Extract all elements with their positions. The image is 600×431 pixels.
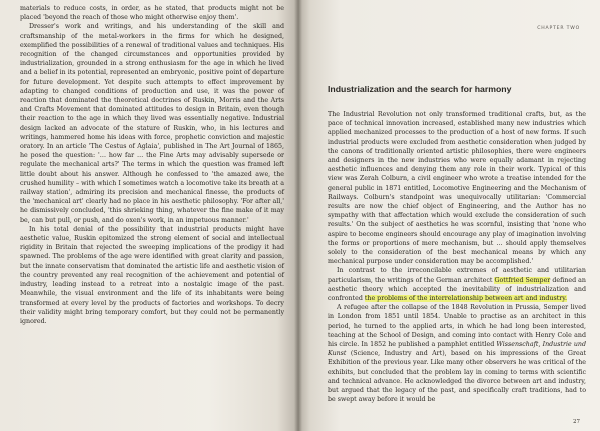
- p3-text-after: (Science, Industry and Art), based on his impressions of the Great Exhibition of the previous year. Like many other observers he was critical of the exhibits, but concluded that the problem lay in coming to terms with scientific and technical advance. He acknowledged the divorce between art and industry, but argued that the legacy of the past, and specifically craft traditions, had to be swept away before it would be: [328, 350, 586, 404]
- left-paragraph-2: Dresser's work and writings, and his understanding of the skill and craftsmanship of the metal-workers in the firms for which he designed, exemplified the possibilities of a renewal of traditional values and techniques. His recognition of the changed circumstances and opportunities provided by industrialization, grounded in a strong enthusiasm for the age in which he lived and a belief in its potential, represented an embryonic, positive point of departure for future development. Yet despite such attempts to effect improvement by adapting to changed conditions of production and use, it was the power of reaction that dominated the theoretical doctrines of Ruskin, Morris and the Arts and Crafts Movement that dominated attitudes to design in Britain, even though their reaction to the age in which they lived was essentially negative. Industrial design lacked an advocate of the stature of Ruskin, who, in his lectures and writings, hammered home his ideas with force, prophetic conviction and majestic oratory. In an article 'The Cestus of Aglaia', published in The Art Journal of 1865, he posed the question: '… how far … the Fine Arts may advisably supersede or regulate the mechanical arts?' The terms in which the question was framed left little doubt about his answer. Although he confessed to 'the amazed awe, the crushed humility – with which I sometimes watch a locomotive take its breath at a railway station', admiring its precision and mechanical finesse, the products of the 'mechanical art' clearly had no place in his aesthetic philosophy. 'For after all,' he dismissively concluded, 'this shrieking thing, whatever the fine make of it may be, can but pull, or push, and do oxen's work, in an impetuous manner.': [20, 23, 284, 224]
- page-number: 27: [573, 419, 580, 425]
- right-page-text: [328, 110, 586, 405]
- right-page: [298, 0, 600, 431]
- right-paragraph-2: [328, 266, 586, 303]
- highlight-art-industry: the problems of the interrelationship between art and industry.: [364, 295, 567, 303]
- left-page: [0, 0, 298, 431]
- running-header: CHAPTER TWO: [537, 26, 580, 31]
- p2-text-middle: defined an aesthetic theory which accepted the inevitability of industrialization and confronted: [328, 276, 586, 303]
- book-gutter: [294, 0, 302, 431]
- p2-text-before: In contrast to the irreconcilable extremes of aesthetic and utilitarian particularism, the writings of the German architect: [328, 267, 586, 284]
- pamphlet-title: Wissenschaft, Industrie und Kunst: [328, 341, 586, 358]
- left-paragraph-1: materials to reduce costs, in order, as he stated, that products might not be placed 'beyond the reach of those who might otherwise enjoy them'.: [20, 5, 284, 22]
- section-heading: Industrialization and the search for harmony: [328, 84, 512, 94]
- left-page-text: [20, 4, 284, 326]
- p3-text-before: A refugee after the collapse of the 1848 Revolution in Prussia, Semper lived in London from 1851 until 1854. Unable to practise as an architect in this period, he turned to the applied arts, in which he had long been interested, teaching at the School of Design, and coming into contact with Henry Cole and his circle. In 1852 he published a pamphlet entitled: [328, 304, 586, 349]
- left-paragraph-3: In his total denial of the possibility that industrial products might have aesthetic value, Ruskin epitomized the strong element of social and intellectual rigidity in Britain that rejected the sweeping implications of the prodigy it had spawned. The problems of the age were identified with great clarity and passion, but the innate conservatism that dominated the artistic life and aesthetic vision of the country prevented any real recognition of the achievement and potential of industry, leading instead to a retreat into a nostalgic image of the past. Meanwhile, the visual environment and the life of its inhabitants were being transformed at every level by the products of factories and workshops. To decry their validity might bring temporary comfort, but they could not be permanently ignored.: [20, 225, 284, 325]
- highlight-semper: Gottfried Semper: [494, 276, 551, 284]
- right-paragraph-1: The Industrial Revolution not only transformed traditional crafts, but, as the pace of technical innovation increased, established many new industries which applied mechanized processes to the production of a host of new forms. If such industrial products were excluded from aesthetic consideration when judged by the canons of traditionally oriented artistic philosophies, there were engineers and designers in the new industries who were equally adamant in rejecting aesthetic influences and denying them any role in their work. Typical of this view was Zerah Colburn, a civil engineer who wrote a treatise intended for the general public in 1871 entitled, Locomotive Engineering and the Mechanism of Railways. Colburn's standpoint was unequivocally utilitarian: 'Commercial results are now the chief object of Engineering, and the Author has no sympathy with that affectation which would exclude the consideration of such results.' On the subject of aesthetics he was scornful, insisting that 'none who aspire to become engineers should encourage any play of imagination involving the forms or proportions of mere mechanism, but … should apply themselves solely to the consideration of the best mechanical means by which any mechanical purpose under consideration may be accomplished.': [328, 111, 586, 266]
- right-paragraph-3: [328, 303, 586, 404]
